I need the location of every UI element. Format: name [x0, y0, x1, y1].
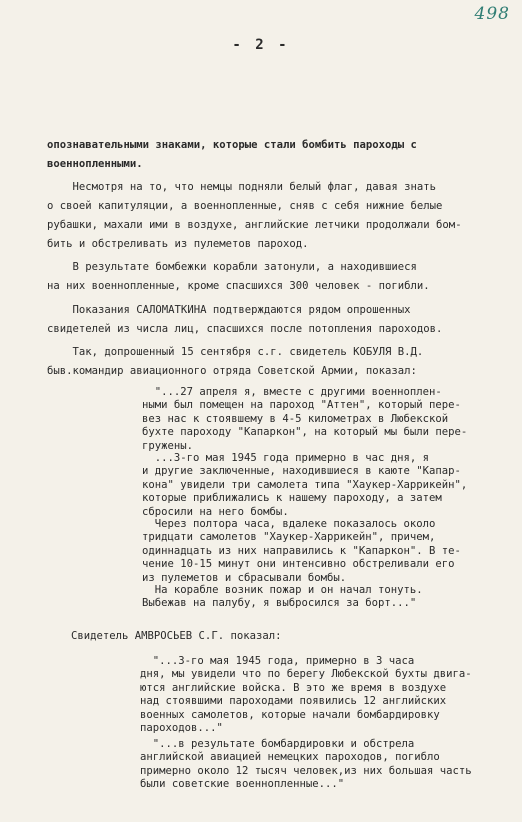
archive-page-stamp: 498 [474, 4, 510, 24]
paragraph-testimony-confirmation: Показания САЛОМАТКИНА подтверждаются рядом опрошенных свидетелей из числа лиц, спасшихся после потопления пароходов. [47, 304, 443, 335]
paragraph-continuation: опознавательными знаками, которые стали бомбить пароходы с военнопленными. [47, 139, 417, 170]
kobulya-quote-1: "...27 апреля я, вместе с другими военноплен- ными был помещен на пароход "Аттен", который пере- вез нас к стоявшему в 4-5 километрах в Любекской бухте пароходу "Капаркон", на который мы были пере- гружены. [142, 386, 468, 452]
ambrosiev-quote-2: "...в результате бомбардировки и обстрела английской авиацией немецких пароходов, погибло примерно около 12 тысяч человек,из них большая часть были советские военнопленные..." [140, 738, 472, 791]
paragraph-white-flag: Несмотря на то, что немцы подняли белый флаг, давая знать о своей капитуляции, а военнопленные, сняв с себя нижние белые рубашки, махали ими в воздухе, английские летчики продолжали бом- бить и обстреливать из пулеметов пароход. [47, 181, 462, 250]
kobulya-quote-2: ...3-го мая 1945 года примерно в час дня, я и другие заключенные, находившиеся в каюте "Капар- кона" увидели три самолета типа "Хаукер-Харрикейн", которые приближались к нашему пароходу, а затем сбросили на него бомбы. [142, 452, 468, 518]
paragraph-kobulya-intro: Так, допрошенный 15 сентября с.г. свидетель КОБУЛЯ В.Д. быв.командир авиационного отряда Советской Армии, показал: [47, 346, 424, 377]
page-number: - 2 - [232, 37, 290, 53]
kobulya-quote-4: На корабле возник пожар и он начал тонуть. Выбежав на палубу, я выбросился за борт..." [142, 584, 423, 610]
kobulya-quote-3: Через полтора часа, вдалеке показалось около тридцати самолетов "Хаукер-Харрикейн", причем, одиннадцать из них направились к "Капаркон". В те- чение 10-15 минут они интенсивно обстреливали его из пулеметов и сбрасывали бомбы. [142, 518, 461, 584]
ambrosiev-quote-1: "...3-го мая 1945 года, примерно в 3 часа дня, мы увидели что по берегу Любекской бухты двига- ются английские войска. В это же время в воздухе над стоявшими пароходами появились 12 английских военных самолетов, которые начали бомбардировку пароходов..." [140, 655, 472, 735]
paragraph-bombing-result: В результате бомбежки корабли затонули, а находившиеся на них военнопленные, кроме спасшихся 300 человек - погибли. [47, 261, 430, 292]
witness-ambrosiev-intro: Свидетель АМВРОСЬЕВ С.Г. показал: [71, 630, 282, 642]
